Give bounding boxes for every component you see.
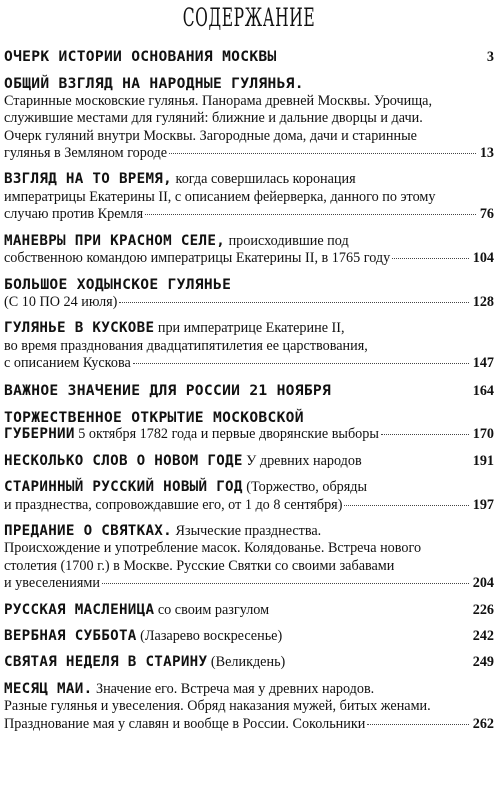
toc-entry: [4, 171, 494, 223]
entry-text: и празднества, сопровождавшие его, от 1 до 8 сентября): [4, 496, 343, 513]
entry-heading: ВЕРБНАЯ СУББОТА: [4, 627, 137, 644]
entry-text: (С 10 ПО 24 июля): [4, 293, 118, 310]
entry-text: Разные гулянья и увеселения. Обряд наказания мужей, битых женами.: [4, 698, 431, 715]
toc-line: [4, 338, 494, 355]
page-number: 147: [472, 355, 494, 372]
entry-heading: БОЛЬШОЕ ХОДЫНСКОЕ ГУЛЯНЬЕ: [4, 276, 232, 294]
toc-line: [4, 698, 494, 715]
entry-text: Происхождение и употребление масок. Колядованье. Встреча нового: [4, 540, 422, 557]
entry-text: при императрице Екатерине II,: [157, 320, 345, 337]
entry-heading: ГУЛЯНЬЕ В КУСКОВЕ: [4, 320, 155, 337]
entry-text: Очерк гуляний внутри Москвы. Загородные дома, дачи и старинные: [4, 127, 417, 144]
toc-line: [4, 628, 494, 645]
toc-entry: [4, 602, 494, 619]
entry-heading: ПРЕДАНИЕ О СВЯТКАХ.: [4, 522, 172, 539]
entry-heading: НЕСКОЛЬКО СЛОВ О НОВОМ ГОДЕ: [4, 452, 243, 469]
toc-line: [4, 48, 494, 66]
entry-text: со своим разгулом: [157, 601, 270, 618]
entry-text: Старинные московские гулянья. Панорама древней Москвы. Урочища,: [4, 92, 433, 109]
toc-line: [4, 409, 494, 426]
page-number: 170: [472, 426, 494, 443]
entry-heading: СВЯТАЯ НЕДЕЛЯ В СТАРИНУ: [4, 654, 208, 671]
entry-text: 5 октября 1782 года и первые дворянские выборы: [78, 426, 379, 443]
page-number: 13: [479, 145, 494, 162]
page-number: 164: [472, 382, 494, 399]
entry-text: Языческие празднества.: [175, 522, 322, 539]
page-number: 197: [472, 496, 494, 513]
toc-entry: [4, 409, 494, 444]
dot-leader: [381, 434, 469, 435]
entry-text: собственною командою императрицы Екатерины II, в 1765 году: [4, 250, 391, 267]
toc-line: [4, 602, 494, 619]
entry-text: (Великдень): [210, 654, 286, 671]
toc-list: [4, 48, 494, 742]
dot-leader: [367, 724, 468, 725]
dot-leader: [119, 302, 468, 303]
page-number: 204: [472, 575, 494, 592]
toc-line: [4, 145, 494, 162]
toc-line: [4, 110, 494, 127]
entry-heading: ВАЖНОЕ ЗНАЧЕНИЕ ДЛЯ РОССИИ 21 НОЯБРЯ: [4, 381, 332, 399]
toc-line: [4, 540, 494, 557]
page-number: 3: [486, 49, 494, 65]
entry-text: императрицы Екатерины II, с описанием фейерверка, данного по этому: [4, 188, 436, 205]
entry-text: Значение его. Встреча мая у древних народов.: [95, 680, 375, 697]
page-number: 104: [472, 250, 494, 267]
toc-line: [4, 355, 494, 372]
toc-entry: [4, 681, 494, 733]
entry-text: Празднование мая у славян и вообще в России. Сокольники: [4, 715, 366, 732]
entry-text: служившие местами для гуляний: ближние и дальние дворцы и дачи.: [4, 110, 423, 127]
entry-text: (Торжество, обряды: [246, 479, 368, 496]
dot-leader: [392, 258, 469, 259]
entry-text: столетия (1700 г.) в Москве. Русские Святки со своими забавами: [4, 557, 395, 574]
entry-heading: СТАРИННЫЙ РУССКИЙ НОВЫЙ ГОД: [4, 479, 243, 496]
entry-text: гулянья в Земляном городе: [4, 145, 168, 162]
toc-line: [4, 382, 494, 400]
toc-entry: [4, 382, 494, 400]
toc-entry: [4, 523, 494, 593]
page-number: 242: [472, 627, 494, 644]
dot-leader: [145, 214, 476, 215]
dot-leader: [102, 583, 469, 584]
page-number: 76: [479, 206, 494, 223]
entry-heading: МЕСЯЦ МАИ.: [4, 680, 93, 697]
toc-line: [4, 206, 494, 223]
entry-text: и увеселениями: [4, 575, 100, 592]
toc-entry: [4, 479, 494, 514]
page-number: 128: [472, 293, 494, 310]
toc-entry: [4, 320, 494, 372]
entry-text: случаю против Кремля: [4, 206, 144, 223]
toc-line: [4, 654, 494, 671]
toc-line: [4, 523, 494, 540]
entry-heading: ТОРЖЕСТВЕННОЕ ОТКРЫТИЕ МОСКОВСКОЙ: [4, 408, 304, 426]
page-number: 249: [472, 654, 494, 671]
toc-entry: [4, 75, 494, 162]
toc-entry: [4, 628, 494, 645]
toc-line: [4, 716, 494, 733]
entry-text: когда совершилась коронация: [175, 171, 356, 188]
toc-entry: [4, 276, 494, 311]
entry-heading: ОЧЕРК ИСТОРИИ ОСНОВАНИЯ МОСКВЫ: [4, 48, 277, 65]
toc-entry: [4, 453, 494, 470]
toc-line: [4, 93, 494, 110]
entry-heading: РУССКАЯ МАСЛЕНИЦА: [4, 601, 155, 618]
toc-line: [4, 681, 494, 698]
toc-line: [4, 479, 494, 496]
toc-line: [4, 575, 494, 592]
entry-text: У древних народов: [246, 452, 362, 469]
toc-line: [4, 558, 494, 575]
entry-text: происходившие под: [228, 232, 349, 249]
toc-entry: [4, 48, 494, 66]
toc-line: [4, 276, 494, 293]
toc-line: [4, 426, 494, 443]
entry-heading: ВЗГЛЯД НА ТО ВРЕМЯ,: [4, 171, 172, 188]
entry-heading: МАНЕВРЫ ПРИ КРАСНОМ СЕЛЕ,: [4, 232, 226, 249]
toc-line: [4, 453, 494, 470]
entry-text: с описанием Кускова: [4, 355, 131, 372]
page-number: 226: [472, 601, 494, 618]
entry-heading: ОБЩИЙ ВЗГЛЯД НА НАРОДНЫЕ ГУЛЯНЬЯ.: [4, 75, 304, 93]
toc-line: [4, 320, 494, 337]
toc-line: [4, 250, 494, 267]
toc-line: [4, 75, 494, 92]
toc-line: [4, 189, 494, 206]
toc-entry: [4, 233, 494, 268]
contents-page: [0, 2, 498, 802]
toc-line: [4, 128, 494, 145]
page-number: 191: [472, 452, 494, 469]
entry-text: (Лазарево воскресенье): [140, 627, 283, 644]
page-number: 262: [472, 715, 494, 732]
dot-leader: [344, 505, 468, 506]
toc-line: [4, 294, 494, 311]
toc-line: [4, 497, 494, 514]
entry-heading: ГУБЕРНИИ: [4, 426, 75, 443]
entry-text: во время празднования двадцатипятилетия ее царствования,: [4, 337, 368, 354]
dot-leader: [133, 363, 469, 364]
toc-entry: [4, 654, 494, 671]
toc-line: [4, 233, 494, 250]
dot-leader: [169, 153, 476, 154]
page-title: СОДЕРЖАНИЕ: [182, 3, 316, 32]
toc-line: [4, 171, 494, 188]
